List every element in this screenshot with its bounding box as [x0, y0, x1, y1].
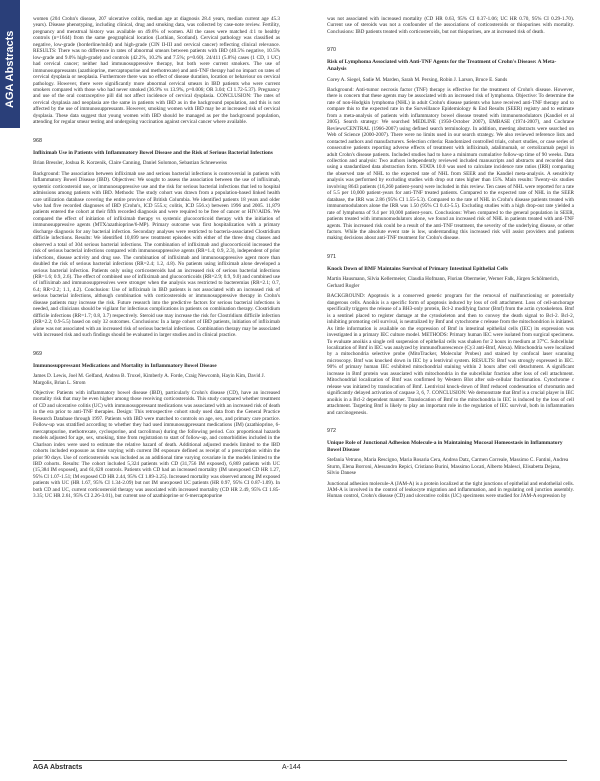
abstract-authors: Stefania Vetrano, Maria Rescigno, Maria Rosaria Cera, Andrea Datz, Carmen Correale, Massimo C. Fantini, Andrea Sturm, Elena Borroni, Alessandro Repici, Cristiano Burini, Massimo Locati, Alberto Malesci, Elisabetta Dejana, Silvio Danese: [327, 457, 569, 477]
abstract-970: [327, 47, 574, 242]
abstract-body: Background: Anti-tumor necrosis factor (TNF) therapy is effective for the treatment of Crohn's disease. However, there is concern that these agents may be associated with an increased risk of lymphoma. Objective: To determine the rate of non-Hodgkin lymphoma (NHL) in adult Crohn's disease patients who have received anti-TNF therapy and to compare this to the expected rate in the Surveillance Epidemiology & End Results (SEER) registry and to estimate from a meta-analysis of patients with inflammatory bowel disease treated with immunomodulators (Kandiel et al 2005). Search strategy: We searched MEDLINE (1950-October 2007), EMBASE (1974-2007), and Cochrane Reviews/CENTRAL (1966-2007) using defined search terminology. In addition, meeting abstracts were searched on Web of Science (2000-2007). There were no limits used in our search strategy. We also reviewed reference lists and contacted authors and manufacturers. Selection criteria: Randomized controlled trials, cohort studies, or case series of consecutive patients reporting adverse effects of treatment with infliximab, adalimumab, or certolizumab pegol in adult Crohn's disease patients. Included studies had to have a minimum cumulative follow-up time of 90 weeks. Data collection and analysis: Two authors independently reviewed included manuscripts and abstracts and recorded data using a standardized data abstraction form. STATA 10.0 was used to calculate incidence rate ratios (IRR) comparing the observed rate of NHL to the expected rate of NHL from SEER and the Kandiel meta-analysis. A sensitivity analysis was performed by excluding studies with drop out rates higher than 15%. Main results: Twenty-six studies involving 8643 patients (16,260 patient-years) were included in this review. Ten cases of NHL were reported for a rate of 5.5 per 10,000 patient-years for anti-TNF treated patients. Compared to the expected rate of NHL in the SEER database, the IRR was 2.86 (95% CI 1.55-5.3). Compared to the rate of NHL in Crohn's disease patients treated with immunomodulators alone the IRR was 1.50 (95% CI 0.43-5.5). Excluding studies with a high drop-out rate yielded a rate of lymphoma of 9.4 per 10,000 patient-years. Conclusions: When compared to the general population in SEER, patients treated with immunomodulators alone, we found an increased risk of NHL in patients treated with anti-TNF agents. This increased risk could be a result of the anti-TNF treatment, the severity of the underlying disease, or other factors. While the absolute event rate is low, understanding this increased risk will assist providers and patients making decisions about anti-TNF treatment for Crohn's disease.: [327, 87, 574, 242]
section-side-tab: [0, 0, 20, 128]
footer-divider: [33, 760, 567, 761]
abstract-title: Unique Role of Junctional Adhesion Molecule-a in Maintaining Mucosal Homeostasis in Inflammatory Bowel Disease: [327, 439, 563, 453]
abstract-authors: Brian Bressler, Joshua R. Korzenik, Claire Canning, Daniel Solomon, Sebastian Schneeweiss: [33, 160, 227, 167]
abstract-title: Knock Down of BMF Maintains Survival of Primary Intestinal Epithelial Cells: [327, 265, 508, 272]
abstract-body: BACKGROUND: Apoptosis is a conserved genetic program for the removal of malfunctioning or potentially dangerous cells. Anoikis is a specific form of apoptosis induced by loss of cell attachment. Loss of cell-anchorage specifically triggers the release of a BH3-only protein, Bcl-2 modifying factor (Bmf) from the actin cytoskeleton. Bmf is a sentinel placed to register damage at the cytoskeleton and then to convey the death signal to Bcl-2. Bcl-2, inhibiting promoting cell survival, is neutralized by Bmf and cytochrome c release from the mitochondrion is initiated. As little information is available on the expression of Bmf in intestinal epithelial cells (IEC) its expression was investigated in a primary IEC culture model. METHODS: Primary human IEC were isolated from surgical specimens. To evaluate anoikis a single cell suspension of epithelial cells was shaken for 2 hours in medium at 37°C. Subcellular localization of Bmf in IEC was analyzed by immunofluorescence (Cy3 anti-Bmf, Alexa). Mitochondria were localized by a mitochondria selective probe (MitoTracker, Molecular Probes) and stained by confocal laser scanning microscopy. Bmf was knocked down in IEC by a lentiviral system. RESULTS: Bmf was strongly expressed in IEC. 90% of primary human IEC exhibited mitochondrial staining within 2 hours after cell detachment. A significant increase in Bmf protein was associated with mitochondria in the subcellular fraction after loss of cell attachment. Mitochondrial localization of Bmf was confirmed by Western Blot after sub-cellular fractionation. Cytochrome c release was initiated by translocation of Bmf. Lentiviral knock-down of Bmf reduced condensation of chromatin and significantly delayed activation of caspase 3, 6, 7. CONCLUSION: We demonstrate that Bmf is a crucial player in IEC anoikis in a Bcl-2 dependent manner. Translocation of Bmf to the mitochondria in IEC is induced by the loss of cell attachment. Targeting Bmf is likely to play an important role in the regulation of IEC survival, both in inflammation and carcinogenesis.: [327, 293, 574, 416]
abstract-body: Junctional adhesion molecule-A (JAM-A) is a protein localized at the tight junctions of epithelial and endothelial cells. JAM-A is involved in the control of leukocyte migration and inflammation, and in regulating cell junction assembly. Human control, Crohn's disease (CD) and ulcerative colitis (UC) specimens were studied for JAM-A expression by: [327, 480, 574, 500]
abstract-continuation: was not associated with increased mortality (CD HR 0.63, 95% CI 0.37-1.06; UC HR 0.70, 95% CI 0.29-1.70). Current use of steroids was not a confounder of the associations of corticosteroids or thiopurines with mortality. Conclusions: IBD patients treated with corticosteroids, but not thiopurines, are at increased risk of death.: [327, 16, 574, 35]
abstract-number: 970: [327, 47, 336, 54]
abstract-number: 968: [33, 137, 42, 144]
footer-page-number: A-144: [282, 764, 301, 771]
abstract-971: [327, 254, 574, 416]
abstract-authors: Corey A. Siegel, Sadie M. Marden, Sarah M. Persing, Robin J. Larson, Bruce E. Sands: [327, 76, 508, 83]
abstract-title: Immunosuppressant Medications and Mortality in Inflammatory Bowel Disease: [33, 362, 217, 369]
abstract-continuation: women (204 Crohn's disease, 207 ulcerative colitis, median age at diagnosis 28.4 years, median current age 45.3 years). Disease phenotyping, including clinical, drug and smoking data, was collected by case-note review. Fertility, pregnancy and menstrual history was available on 49.6% of women. All the cases were matched 4:1 to healthy controls (n=1644) from the same geographical location (Lothian, Scotland). Cervical pathology was classified as negative, low-grade (borderline/mild) and high-grade (CIN II-III and cervical cancer) reflecting clinical relevance. RESULTS: There was no difference in rates of abnormal smears between patients with IBD (40.5% negative, 10.5% low-grade and 9.0% high-grade) and controls (42.2%, 10.2% and 7.5%; p=0.60). 24/411 (5.8%) cases (1 CD, 1 UC) had cervical cancer; neither had immunosuppressive therapy, but both were current smokers. The use of immunosuppressants (azathioprine, mercaptopurine and methotrexate) and anti-TNF therapy had no impact on rates of cervical dysplasia or neoplasia. Furthermore there was no effect of disease duration, location or behaviour on cervical pathology. However, there were significantly more abnormal cervical smears in IBD patients who were current smokers compared with those who had never smoked (36.9% vs 13.9%, p=0.006; OR 3.04; CI 1.72-5.37). Pregnancy and use of the oral contraceptive pill did not affect incidence of cervical dysplasia. CONCLUSION: The rates of cervical dysplasia and neoplasia are the same in patients with IBD as in the background population, and this is not affected by the use of immunosuppressants. However, smoking women with IBD may be at increased risk of cervical dysplasia. These data suggest that young women with IBD should be managed as per the background population, attending for regular smear testing and undergoing vaccination against cervical cancer where available.: [33, 16, 280, 126]
abstract-number: 972: [327, 427, 336, 434]
abstract-authors: Martin Hausmann, Silvia Kellermeier, Claudia Hofmann, Florian Obermeier, Werner Falk, Jürgen Schölmerich, Gerhard Rogler: [327, 276, 559, 289]
abstract-969: [33, 351, 280, 500]
side-tab-label: AGA Abstracts: [4, 30, 16, 108]
abstract-number: 971: [327, 253, 336, 260]
left-column: [33, 16, 280, 754]
abstract-authors: James D. Lewis, Joel M. Gelfand, Andrea B. Troxel, Kimberly A. Forde, Craig Newcomb, Hayin Kim, David J. Margolis, Brian L. Strom: [33, 373, 265, 386]
abstract-968: [33, 138, 280, 339]
abstract-body: Background: The association between infliximab use and serious bacterial infections is controversial in patients with Inflammatory Bowel Disease (IBD). Objectives: We sought to assess the association between the use of infliximab, systemic corticosteroid use, or immunosuppressive use and the risk for serious bacterial infections that led to hospital admissions among patients with IBD. Methods: The study cohort was drawn from a population-based linked health care utilization database covering the entire province of British Columbia. We identified patients 18 years and older who had five recorded diagnoses of IBD (Crohn's, ICD 555.x; colitis, ICD 556.x) between 1996 and 2005. 11,879 patients entered the cohort at their fifth recorded diagnosis and were required to be free of cancer or HIV/AIDS. We compared the effect of initiation of infliximab therapy vs systemic glucocorticoid therapy with the initiation of immunosuppressive agents (MTX/azathioprine/6-MP). Primary outcome was first hospitalization with a primary discharge diagnosis for any bacterial infection. Secondary analyses were restricted to bacteria-associated Clostridium difficile infections. Results: We identified 10,699 new treatment episodes with either of the three drug classes and observed a total of 304 serious bacterial infections. The combination of infliximab and glucocorticoid increased the risk of serious bacterial infections compared with immunosuppressive agents (RR=1.4; 0.9, 2.3), independent of prior infections, disease activity and drug use. The combination of infliximab and immunosuppressive agent more than doubled the risk of serious bacterial infections (RR=2.4; 1.2, 4.8). No patients using infliximab alone developed a serious bacterial infection. Patients only using corticosteroids had an increased risk of serious bacterial infections (RR=1.6; 0.9, 2.6). The effect of combined use of infliximab and glucocorticoids (RR=2.9; 0.9, 9.0) and combined use of infliximab and immunosuppressives were stronger when the analysis was restricted to bacteremias (RR=2.1; 0.7, 6.4; RR=2.2; 1.1, 4.2). Conclusion: Use of infliximab in IBD patients is not associated with an increased risk of serious bacterial infections, although combination with corticosteroids or immunosuppressive therapy in Crohn's disease patients may increase the risk. Future research into the predictive factors for serious bacterial infections is needed, and clinicians should be vigilant for infectious complications in patients on combination therapy. Clostridium difficile infections (RR=1.7; 0.8, 3.7) respectively. Steroid use may increase the risk for Clostridium difficile infection (RR=2.2; 0.9-5.5) based on only 32 outcomes. Conclusions: In a large cohort of IBD patients, initiation of infliximab alone was not associated with an increased risk of serious bacterial infections. Combination therapy may be associated with increased risk and such findings should be evaluated in larger studies and in clinical practice.: [33, 170, 280, 339]
footer-journal-label: AGA Abstracts: [33, 764, 83, 771]
abstract-body: Objective: Patients with inflammatory bowel disease (IBD), particularly Crohn's disease (CD), have an increased mortality risk that may be even higher among those receiving corticosteroids. This study compared whether treatment of CD and ulcerative colitis (UC) with immunosuppressant medications was associated with an increased risk of death in the era prior to anti-TNF therapies. Design: This retrospective cohort study used data from the General Practice Research Database through 1997. Patients with IBD were matched to controls on age, sex, and primary care practice. Follow-up was stratified according to whether they had used immunosuppressant medications (IM) (azathioprine, 6-mercaptopurine, methotrexate, cyclosporine, and tacrolimus) during the following period. Cox proportional hazards models adjusted for age, sex, smoking, time from registration to start of follow-up, and comorbidities included in the Charlson index were used to estimate the relative hazard of death. Additional adjusted models limited to the IBD cohorts included exposure as time varying with current IM exposure defined as receipt of a prescription within the prior 90 days. Use of corticosteroids was included as an additional time varying covariate in the models limited to the IBD cohorts. Results: The cohort included 5,324 patients with CD (31,756 IM exposed), 6,869 patients with UC (15,384 IM exposed), and 61,628 controls. Patients with CD had an increased mortality (IM unexposed CD HR 1.27, 95% CI 1.07-1.51; IM exposed CD HR 2.44, 95% CI 1.89-3.25). Increased mortality was observed among IM exposed patients with UC (HR 1.67, 95% CI 1.34-2.09) but not IM unexposed UC patients (HR 0.97, 95% CI 0.87-1.09). In both CD and UC, current corticosteroid therapy was associated with increased mortality (CD HR 2.49, 95% CI 1.85-3.35; UC HR 2.61, 95% CI 2.26-3.01), but current use of azathioprine or 6-mercaptopurine: [33, 390, 280, 500]
abstract-title: Infliximab Use in Patients with Inflammatory Bowel Disease and the Risk of Serious Bacterial Infections: [33, 149, 273, 156]
abstract-972: [327, 428, 574, 500]
right-column: [327, 16, 574, 754]
abstract-number: 969: [33, 350, 42, 357]
abstract-title: Risk of Lymphoma Associated with Anti-TNF Agents for the Treatment of Crohn's Disease: A Meta-Analysis: [327, 59, 557, 72]
